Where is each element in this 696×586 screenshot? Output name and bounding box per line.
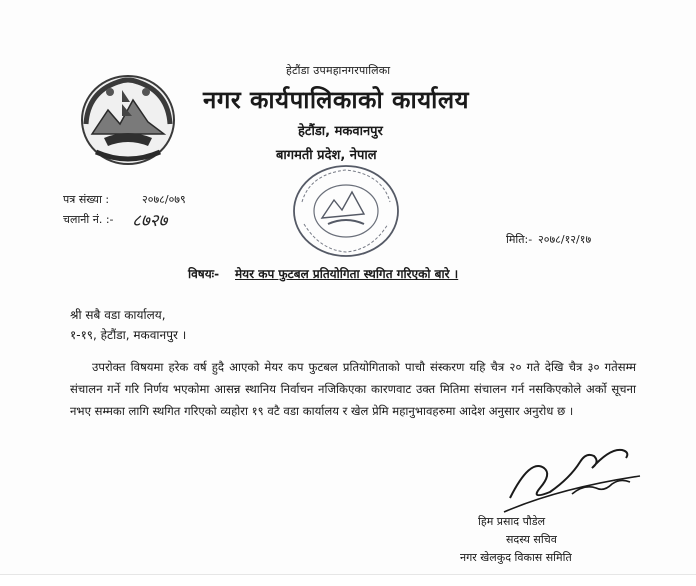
- office-stamp-icon: [290, 162, 402, 260]
- signatory-title: सदस्य सचिव: [506, 533, 557, 546]
- letter-body: उपरोक्त विषयमा हरेक वर्ष हुदै आएको मेयर कप फुटबल प्रतियोगिताको पाचौ संस्करण यहि चैत्र २० गते देखि चैत्र ३० गतेसम्म संचालन गर्ने गरि निर्णय भएकोमा आसन्न स्थानिय निर्वाचन नजिकिएका कारणवाट उक्त मितिमा संचालन गर्न नसकिएकोले अर्को सूचना नभए सम्मका लागि स्थगित गरिएको व्यहोरा १९ वटै वडा कार्यालय र खेल प्रेमि महानुभावहरुमा आदेश अनुसार अनुरोध छ ।: [70, 360, 636, 418]
- dispatch-number-value: ८७२७: [132, 211, 168, 231]
- date-value: २०७८/१२/१७: [538, 233, 592, 246]
- subject-text: मेयर कप फुटबल प्रतियोगिता स्थगित गरिएको बारे ।: [235, 267, 459, 281]
- address-line-2: बागमती प्रदेश, नेपाल: [276, 148, 377, 163]
- recipient-line-2: १-१९, हेटौंडा, मकवानपुर ।: [70, 328, 187, 342]
- recipient-line-1: श्री सबै वडा कार्यालय,: [70, 308, 166, 322]
- date-label: मिति:-: [506, 233, 533, 246]
- dispatch-number-label: चलानी नं. :-: [63, 213, 114, 226]
- nepal-emblem-icon: [78, 72, 178, 168]
- address-line-1: हेटौंडा, मकवानपुर: [298, 124, 383, 139]
- signatory-name: हिम प्रसाद पौडेल: [478, 515, 546, 528]
- reference-number-value: २०७८/०७९: [142, 193, 186, 206]
- page-bottom-edge: [0, 574, 696, 586]
- office-title: नगर कार्यपालिकाको कार्यालय: [203, 86, 470, 114]
- municipality-name: हेटौंडा उपमहानगरपालिका: [286, 64, 391, 77]
- signatory-committee: नगर खेलकुद विकास समिति: [460, 551, 572, 564]
- subject-label: विषयः-: [188, 267, 220, 281]
- reference-number-label: पत्र संख्या :: [63, 193, 110, 206]
- handwritten-signature: [500, 438, 650, 518]
